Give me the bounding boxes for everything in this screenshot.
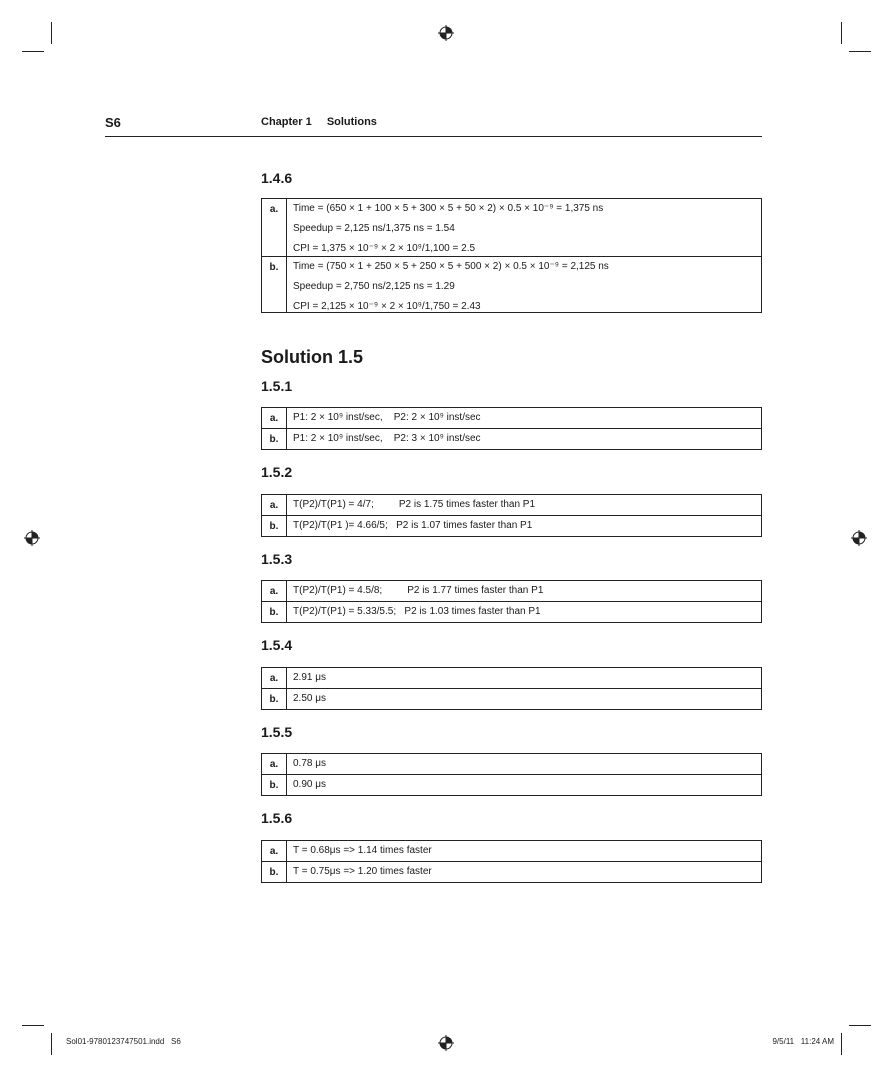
table-row [262, 775, 762, 796]
crop-mark [849, 1025, 871, 1026]
crop-mark [22, 1025, 44, 1026]
answer-line: Speedup = 2,125 ns/1,375 ns = 1.54 [293, 223, 455, 234]
row-label: b. [262, 862, 287, 883]
heading-1-4-6: 1.4.6 [261, 170, 293, 186]
answer-line: T(P2)/T(P1) = 5.33/5.5; P2 is 1.03 times faster than P1 [293, 606, 541, 617]
answer-line: CPI = 1,375 × 10⁻⁹ × 2 × 10⁹/1,100 = 2.5 [293, 243, 476, 254]
table-row [262, 581, 762, 602]
page-number: S6 [105, 115, 121, 130]
table-row [262, 495, 762, 516]
table-row [262, 516, 762, 537]
row-label: a. [262, 495, 287, 516]
crop-mark [841, 22, 842, 44]
registration-mark-icon [438, 1035, 454, 1051]
crop-mark [849, 51, 871, 52]
answer-table-1-5-6 [261, 840, 762, 883]
row-value [287, 602, 762, 623]
row-value [287, 581, 762, 602]
crop-mark [51, 22, 52, 44]
header-rule [105, 136, 762, 137]
table-row [262, 862, 762, 883]
row-label: a. [262, 668, 287, 689]
row-label: b. [262, 775, 287, 796]
date-slug: 9/5/11 11:24 AM [772, 1037, 834, 1046]
registration-mark-icon [24, 530, 40, 546]
row-label: b. [262, 689, 287, 710]
table-row [262, 689, 762, 710]
row-label: b. [262, 429, 287, 450]
heading-1-5-5: 1.5.5 [261, 724, 293, 740]
row-value [287, 775, 762, 796]
answer-table-1-4-6 [261, 198, 762, 313]
crop-mark [841, 1033, 842, 1055]
table-row [262, 754, 762, 775]
table-row [262, 429, 762, 450]
row-label: a. [262, 841, 287, 862]
row-value [287, 841, 762, 862]
crop-mark [51, 1033, 52, 1055]
registration-mark-icon [438, 25, 454, 41]
running-head [261, 116, 377, 128]
table-row [262, 199, 762, 257]
row-value [287, 668, 762, 689]
row-value [287, 754, 762, 775]
row-value [287, 495, 762, 516]
heading-1-5-3: 1.5.3 [261, 551, 293, 567]
row-label: a. [262, 199, 287, 257]
solution-title: Solution 1.5 [261, 347, 364, 367]
answer-line: T(P2)/T(P1) = 4.5/8; P2 is 1.77 times faster than P1 [293, 585, 544, 596]
row-label: a. [262, 754, 287, 775]
heading-1-5-2: 1.5.2 [261, 464, 293, 480]
row-value [287, 429, 762, 450]
answer-line: T = 0.68μs => 1.14 times faster [293, 845, 432, 856]
row-label: b. [262, 516, 287, 537]
heading-1-5-6: 1.5.6 [261, 810, 293, 826]
answer-line: 0.90 μs [293, 779, 327, 790]
answer-line: P1: 2 × 10⁹ inst/sec, P2: 3 × 10⁹ inst/sec [293, 433, 481, 444]
answer-line: T(P2)/T(P1 )= 4.66/5; P2 is 1.07 times faster than P1 [293, 520, 533, 531]
row-value [287, 862, 762, 883]
table-row [262, 668, 762, 689]
answer-line: P1: 2 × 10⁹ inst/sec, P2: 2 × 10⁹ inst/sec [293, 412, 481, 423]
answer-table-1-5-4 [261, 667, 762, 710]
file-slug: Sol01-9780123747501.indd S6 [66, 1037, 181, 1046]
row-value [287, 689, 762, 710]
answer-line: T = 0.75μs => 1.20 times faster [293, 866, 432, 877]
answer-table-1-5-2 [261, 494, 762, 537]
table-row [262, 257, 762, 313]
row-value [287, 257, 762, 313]
crop-mark [22, 51, 44, 52]
answer-line: Speedup = 2,750 ns/2,125 ns = 1.29 [293, 281, 455, 292]
row-label: a. [262, 408, 287, 429]
row-value [287, 199, 762, 257]
row-label: b. [262, 602, 287, 623]
answer-line: 2.50 μs [293, 693, 327, 704]
answer-line: 0.78 μs [293, 758, 327, 769]
answer-line: Time = (750 × 1 + 250 × 5 + 250 × 5 + 500 × 2) × 0.5 × 10⁻⁹ = 2,125 ns [293, 261, 609, 272]
table-row [262, 408, 762, 429]
section-label: Solutions [326, 116, 377, 128]
answer-line: CPI = 2,125 × 10⁻⁹ × 2 × 10⁹/1,750 = 2.43 [293, 301, 481, 312]
answer-line: T(P2)/T(P1) = 4/7; P2 is 1.75 times faster than P1 [293, 499, 536, 510]
answer-line: Time = (650 × 1 + 100 × 5 + 300 × 5 + 50 × 2) × 0.5 × 10⁻⁹ = 1,375 ns [293, 203, 604, 214]
row-value [287, 408, 762, 429]
row-label: b. [262, 257, 287, 313]
chapter-label: Chapter 1 [261, 116, 312, 128]
heading-1-5-1: 1.5.1 [261, 378, 293, 394]
answer-table-1-5-3 [261, 580, 762, 623]
answer-table-1-5-1 [261, 407, 762, 450]
row-label: a. [262, 581, 287, 602]
registration-mark-icon [851, 530, 867, 546]
heading-1-5-4: 1.5.4 [261, 637, 293, 653]
answer-line: 2.91 μs [293, 672, 327, 683]
row-value [287, 516, 762, 537]
answer-table-1-5-5 [261, 753, 762, 796]
table-row [262, 841, 762, 862]
table-row [262, 602, 762, 623]
